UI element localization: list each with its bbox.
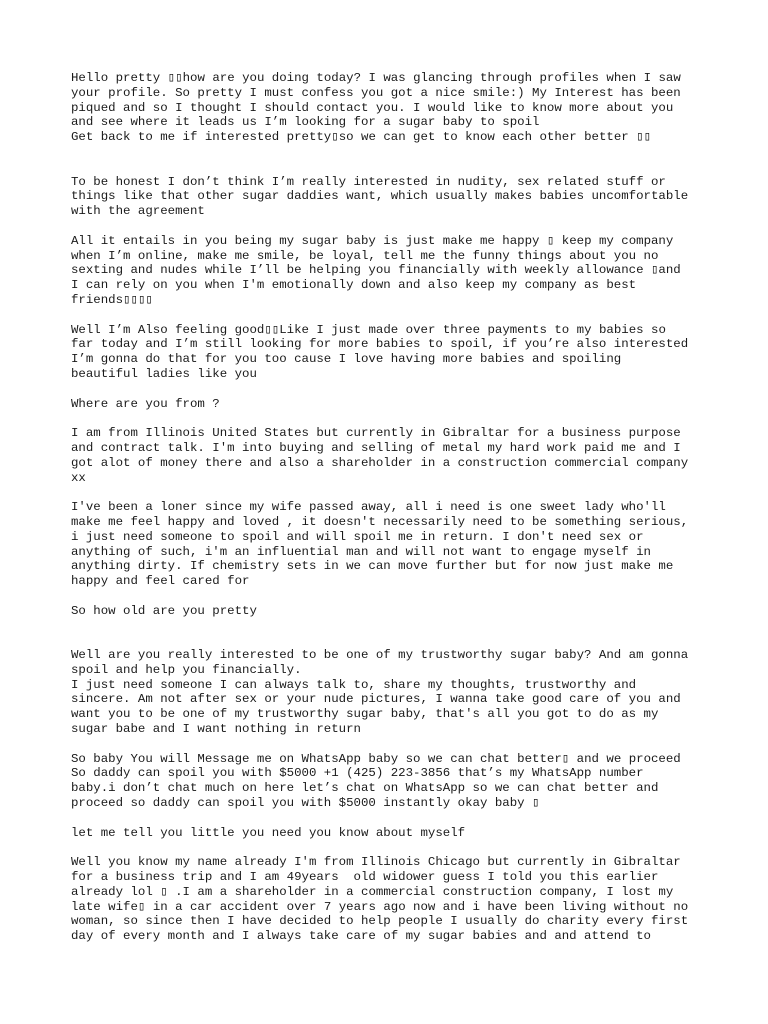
paragraph bbox=[71, 855, 711, 944]
text-line: when I’m online, make me smile, be loyal, tell me the funny things about you no bbox=[71, 248, 659, 263]
text-line: I just need someone I can always talk to, share my thoughts, trustworthy and bbox=[71, 677, 637, 692]
text-line: Hello pretty ▯▯how are you doing today? I was glancing through profiles when I saw bbox=[71, 71, 681, 85]
paragraph bbox=[71, 648, 711, 737]
paragraph bbox=[71, 500, 711, 589]
paragraph-spacer bbox=[71, 308, 711, 323]
text-line: sexting and nudes while I’ll be helping you financially with weekly allowance ▯and bbox=[71, 263, 681, 278]
text-line: spoil and help you financially. bbox=[71, 662, 302, 677]
paragraph-spacer bbox=[71, 840, 711, 855]
text-line: i just need someone to spoil and will spoil me in return. I don't need sex or bbox=[71, 529, 644, 544]
text-line: baby.i don’t chat much on here let’s chat on WhatsApp so we can chat better and bbox=[71, 781, 659, 796]
paragraph bbox=[71, 397, 711, 412]
paragraph bbox=[71, 604, 711, 619]
text-line: friends▯▯▯▯ bbox=[71, 292, 153, 307]
text-line: and contract talk. I'm into buying and selling of metal my hard work paid me and I bbox=[71, 440, 681, 455]
text-line: for a business trip and I am 49years old widower guess I told you this earlier bbox=[71, 870, 659, 885]
text-line: Well are you really interested to be one of my trustworthy sugar baby? And am gonna bbox=[71, 648, 689, 663]
text-line: want you to be one of my trustworthy sugar baby, that's all you got to do as my bbox=[71, 707, 659, 722]
text-line: woman, so since then I have decided to help people I usually do charity every first bbox=[71, 914, 689, 929]
paragraph bbox=[71, 71, 711, 145]
text-line: To be honest I don’t think I’m really interested in nudity, sex related stuff or bbox=[71, 174, 666, 189]
text-line: already lol ▯ .I am a shareholder in a commercial construction company, I lost my bbox=[71, 884, 674, 899]
text-line: beautiful ladies like you bbox=[71, 366, 257, 381]
paragraph-spacer bbox=[71, 411, 711, 426]
paragraph-spacer bbox=[71, 737, 711, 752]
text-line: with the agreement bbox=[71, 204, 205, 219]
text-line: anything of such, i'm an influential man and will not want to engage myself in bbox=[71, 544, 651, 559]
paragraph bbox=[71, 426, 711, 485]
text-line: xx bbox=[71, 470, 86, 485]
text-line: Get back to me if interested pretty▯so we can get to know each other better ▯▯ bbox=[71, 130, 652, 145]
text-line: and see where it leads us I’m looking for a sugar baby to spoil bbox=[71, 115, 540, 130]
text-line: So baby You will Message me on WhatsApp baby so we can chat better▯ and we proceed bbox=[71, 751, 681, 766]
paragraph-spacer bbox=[71, 145, 711, 175]
text-line: things like that other sugar daddies want, which usually makes babies uncomfortable bbox=[71, 189, 689, 204]
text-line: happy and feel cared for bbox=[71, 574, 250, 589]
paragraph bbox=[71, 175, 711, 219]
text-line: I am from Illinois United States but currently in Gibraltar for a business purpose bbox=[71, 426, 681, 441]
document-body bbox=[71, 71, 711, 944]
paragraph bbox=[71, 234, 711, 308]
text-line: sugar babe and I want nothing in return bbox=[71, 722, 361, 737]
text-line: So how old are you pretty bbox=[71, 603, 257, 618]
text-line: So daddy can spoil you with $5000 +1 (425) 223-3856 that’s my WhatsApp number bbox=[71, 766, 644, 781]
text-line: I can rely on you when I'm emotionally down and also keep my company as best bbox=[71, 278, 637, 293]
paragraph-spacer bbox=[71, 589, 711, 604]
paragraph bbox=[71, 323, 711, 382]
text-line: anything dirty. If chemistry sets in we can move further but for now just make me bbox=[71, 559, 674, 574]
text-line: far today and I’m still looking for more babies to spoil, if you’re also interested bbox=[71, 337, 689, 352]
text-line: got alot of money there and also a shareholder in a construction commercial company bbox=[71, 455, 689, 470]
text-line: Where are you from ? bbox=[71, 396, 220, 411]
paragraph-spacer bbox=[71, 382, 711, 397]
text-line: I’m gonna do that for you too cause I love having more babies and spoiling bbox=[71, 352, 622, 367]
text-line: sincere. Am not after sex or your nude pictures, I wanna take good care of you and bbox=[71, 692, 681, 707]
text-line: day of every month and I always take care of my sugar babies and and attend to bbox=[71, 929, 651, 944]
paragraph-spacer bbox=[71, 485, 711, 500]
text-line: proceed so daddy can spoil you with $5000 instantly okay baby ▯ bbox=[71, 796, 540, 811]
text-line: I've been a loner since my wife passed away, all i need is one sweet lady who'll bbox=[71, 500, 666, 515]
paragraph-spacer bbox=[71, 811, 711, 826]
text-line: late wife▯ in a car accident over 7 years ago now and i have been living without no bbox=[71, 899, 689, 914]
text-line: Well you know my name already I'm from Illinois Chicago but currently in Gibraltar bbox=[71, 855, 681, 870]
text-line: piqued and so I thought I should contact you. I would like to know more about you bbox=[71, 100, 674, 115]
text-line: All it entails in you being my sugar baby is just make me happy ▯ keep my company bbox=[71, 233, 674, 248]
text-line: make me feel happy and loved , it doesn't necessarily need to be something serious, bbox=[71, 514, 689, 529]
paragraph-spacer bbox=[71, 219, 711, 234]
paragraph bbox=[71, 826, 711, 841]
paragraph bbox=[71, 752, 711, 811]
paragraph-spacer bbox=[71, 618, 711, 648]
text-line: let me tell you little you need you know about myself bbox=[71, 825, 466, 840]
text-line: your profile. So pretty I must confess you got a nice smile:) My Interest has been bbox=[71, 85, 681, 100]
text-line: Well I’m Also feeling good▯▯Like I just made over three payments to my babies so bbox=[71, 322, 666, 337]
